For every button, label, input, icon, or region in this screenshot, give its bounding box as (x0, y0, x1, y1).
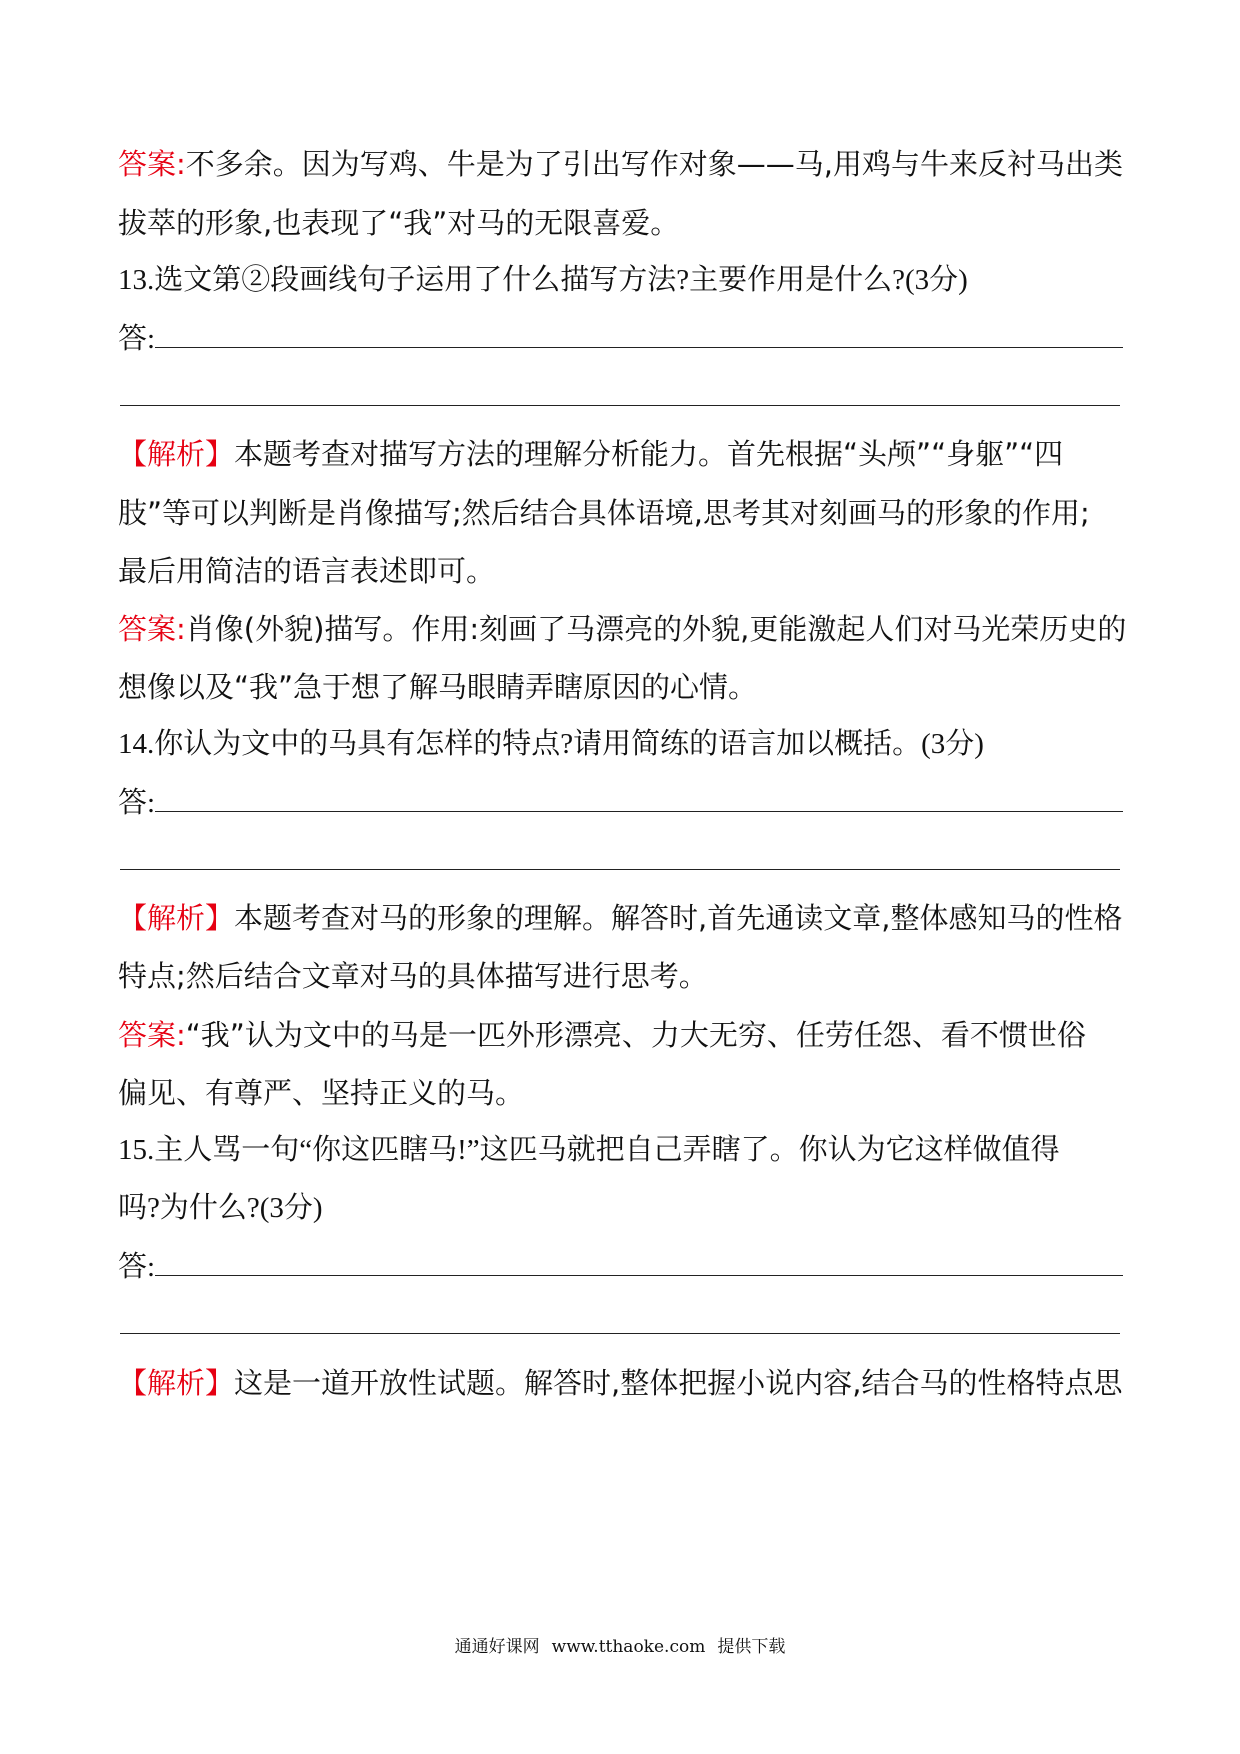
footer-site-name: 通通好课网 (454, 1637, 540, 1657)
answer-label: 答案: (118, 612, 186, 646)
q15-answer-line[interactable]: 答: (118, 1253, 1123, 1282)
answer-blank[interactable] (155, 791, 1123, 812)
footer-note: 提供下载 (717, 1637, 786, 1657)
q15-question-line-2: 吗?为什么?(3分) (118, 1192, 323, 1224)
q15-analysis-line-1: 【解析】这是一道开放性试题。解答时,整体把握小说内容,结合马的性格特点思 (118, 1366, 1123, 1400)
analysis-label: 【解析】 (118, 901, 235, 935)
q13-analysis-line-2: 肢”等可以判断是肖像描写;然后结合具体语境,思考其对刻画马的形象的作用; (118, 496, 1090, 530)
q14-analysis-line-1: 【解析】本题考查对马的形象的理解。解答时,首先通读文章,整体感知马的性格 (118, 901, 1123, 935)
answer-blank[interactable] (155, 1255, 1123, 1276)
analysis-label: 【解析】 (118, 1366, 235, 1400)
q13-analysis-line-3: 最后用简洁的语言表述即可。 (118, 554, 496, 588)
q14-analysis-line-2: 特点;然后结合文章对马的具体描写进行思考。 (118, 959, 708, 993)
footer-url-link[interactable]: www.tthaoke.com (551, 1637, 706, 1657)
q12-answer-line-2: 拔萃的形象,也表现了“我”对马的无限喜爱。 (118, 206, 680, 240)
q13-answer-line-1: 答案:肖像(外貌)描写。作用:刻画了马漂亮的外貌,更能激起人们对马光荣历史的 (118, 612, 1127, 646)
q13-answer-line-2: 想像以及“我”急于想了解马眼睛弄瞎原因的心情。 (118, 670, 758, 704)
answer-label: 答案: (118, 1018, 186, 1052)
q13-question: 13.选文第②段画线句子运用了什么描写方法?主要作用是什么?(3分) (118, 264, 968, 296)
q14-answer-line-2: 偏见、有尊严、坚持正义的马。 (118, 1076, 525, 1110)
q14-answer-line-1: 答案:“我”认为文中的马是一匹外形漂亮、力大无穷、任劳任怨、看不惯世俗 (118, 1018, 1086, 1052)
q15-question-line-1: 15.主人骂一句“你这匹瞎马!”这匹马就把自己弄瞎了。你认为它这样做值得 (118, 1134, 1060, 1166)
answer-blank[interactable] (155, 327, 1123, 348)
q12-answer-line-1: 答案:不多余。因为写鸡、牛是为了引出写作对象——马,用鸡与牛来反衬马出类 (118, 147, 1124, 181)
q14-answer-line[interactable]: 答: (118, 789, 1123, 818)
q14-question: 14.你认为文中的马具有怎样的特点?请用简练的语言加以概括。(3分) (118, 728, 984, 760)
q13-answer-line[interactable]: 答: (118, 325, 1123, 354)
page-footer (0, 1632, 1240, 1657)
answer-blank-line[interactable] (120, 405, 1120, 406)
answer-label: 答案: (118, 147, 186, 181)
analysis-label: 【解析】 (118, 437, 235, 471)
answer-blank-line[interactable] (120, 1333, 1120, 1334)
q13-analysis-line-1: 【解析】本题考查对描写方法的理解分析能力。首先根据“头颅”“身躯”“四 (118, 437, 1064, 471)
answer-blank-line[interactable] (120, 869, 1120, 870)
